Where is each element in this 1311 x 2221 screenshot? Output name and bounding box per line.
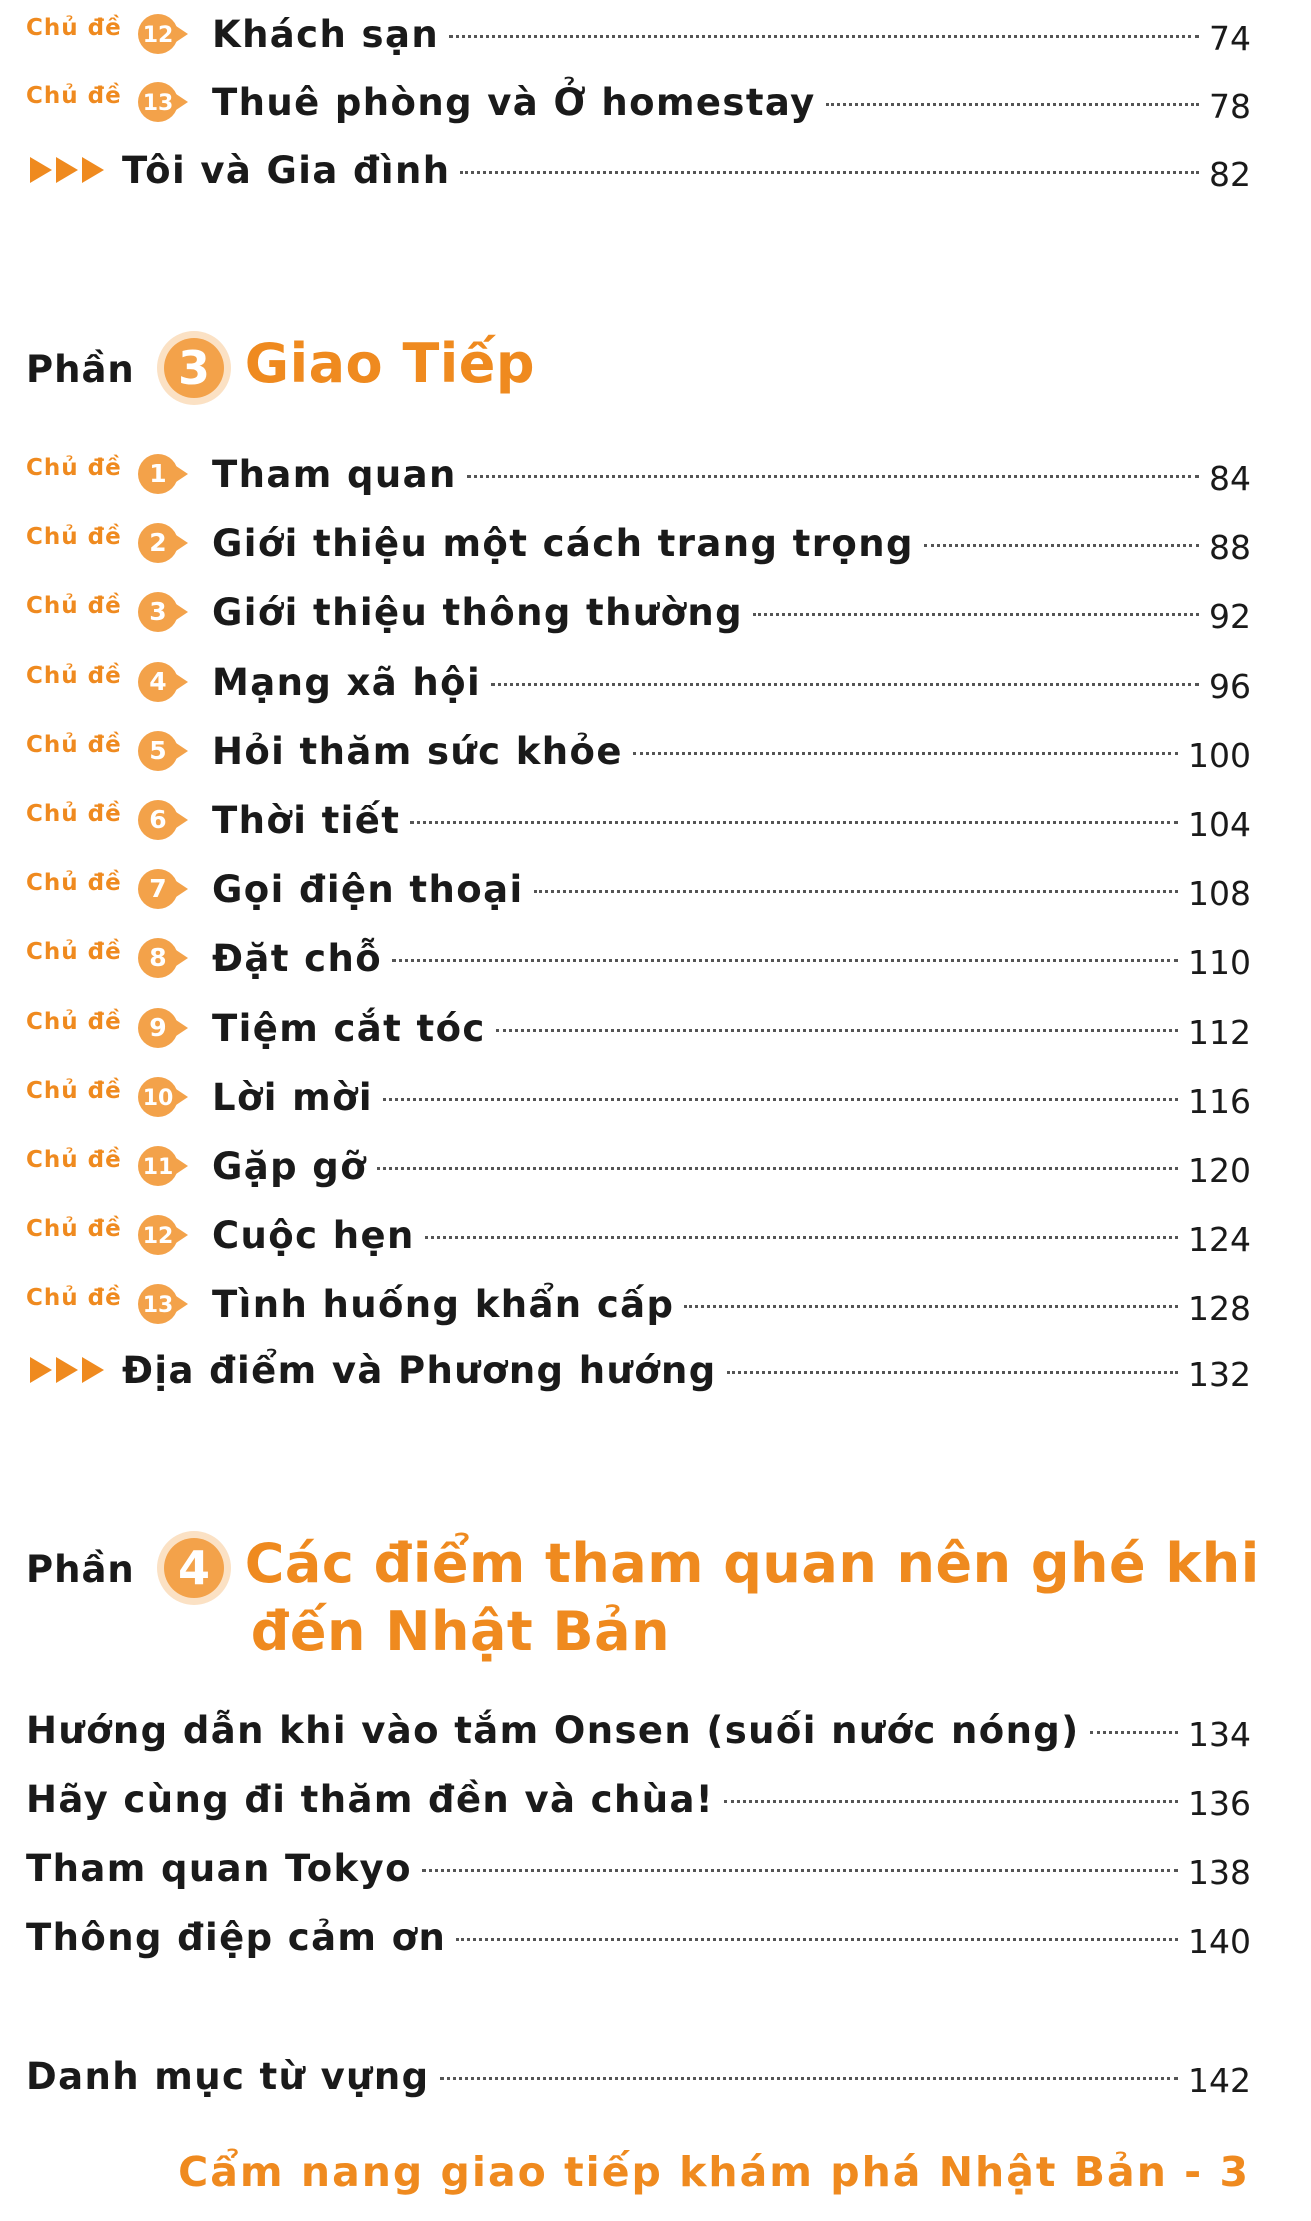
entry-title: Gọi điện thoại [212,867,524,911]
part-number-badge [153,330,235,406]
topic-number-badge [136,521,192,565]
part-label: Phần [26,348,135,391]
topic-number-badge [136,867,192,911]
dot-leader [684,1305,1178,1308]
page-number: 132 [1188,1354,1251,1394]
part-title-line-1: Các điểm tham quan nên ghé khi [244,1532,1260,1595]
toc-entry[interactable] [26,1708,1251,1752]
part-number-badge [153,1530,235,1606]
dot-leader [460,171,1199,174]
topic-label: Chủ đề [26,524,122,550]
topic-number-badge [136,1213,192,1257]
svg-text:9: 9 [149,1013,167,1042]
topic-label: Chủ đề [26,1078,122,1104]
part-title-line-2: đến Nhật Bản [250,1600,671,1663]
entry-title: Thời tiết [212,798,401,842]
topic-label: Chủ đề [26,83,122,109]
topic-number-badge [136,1075,192,1119]
svg-text:6: 6 [149,805,167,834]
page-number: 104 [1188,804,1251,844]
entry-title: Gặp gỡ [212,1144,368,1188]
entry-title: Tiệm cắt tóc [212,1006,486,1050]
toc-entry-vocabulary[interactable] [26,2054,1251,2098]
entry-title: Đặt chỗ [212,936,383,980]
svg-text:5: 5 [149,736,167,765]
topic-label: Chủ đề [26,1009,122,1035]
entry-title: Tình huống khẩn cấp [212,1282,675,1326]
toc-entry[interactable] [26,590,1251,634]
topic-number-badge [136,798,192,842]
topic-number-badge [136,80,192,124]
page-number: 140 [1188,1921,1251,1961]
svg-text:1: 1 [149,459,167,488]
dot-leader [383,1098,1178,1101]
toc-entry[interactable] [26,521,1251,565]
entry-title: Cuộc hẹn [212,1213,415,1257]
entry-title: Hãy cùng đi thăm đền và chùa! [26,1777,715,1821]
svg-text:11: 11 [142,1155,174,1180]
dot-leader [425,1236,1178,1239]
entry-title: Khách sạn [212,12,440,56]
dot-leader [753,613,1199,616]
part-3-header [26,330,535,406]
toc-entry[interactable] [26,660,1251,704]
page-number: 78 [1209,86,1251,126]
svg-text:13: 13 [142,91,174,116]
dot-leader [826,103,1199,106]
page-number: 84 [1209,458,1251,498]
svg-text:4: 4 [149,667,167,696]
page-number: 110 [1188,942,1251,982]
entry-title: Lời mời [212,1075,374,1119]
dot-leader [727,1371,1178,1374]
svg-text:12: 12 [142,1224,174,1249]
part-4-header [26,1530,1260,1666]
topic-label: Chủ đề [26,663,122,689]
svg-text:13: 13 [142,1293,174,1318]
svg-text:4: 4 [177,1541,210,1595]
topic-number-badge [136,452,192,496]
svg-text:3: 3 [149,597,167,626]
dot-leader [456,1938,1178,1941]
svg-text:10: 10 [142,1086,174,1111]
svg-text:12: 12 [142,23,174,48]
topic-number-badge [136,1144,192,1188]
entry-title: Hỏi thăm sức khỏe [212,729,623,773]
toc-entry[interactable] [26,12,1251,56]
dot-leader [422,1869,1178,1872]
dot-leader [440,2077,1178,2080]
toc-entry[interactable] [26,80,1251,124]
dot-leader [491,683,1199,686]
toc-entry[interactable] [26,798,1251,842]
toc-entry[interactable] [26,1006,1251,1050]
entry-title: Danh mục từ vựng [26,2054,430,2098]
toc-entry[interactable] [26,729,1251,773]
toc-entry[interactable] [26,936,1251,980]
entry-title: Tham quan [212,452,457,496]
topic-label: Chủ đề [26,732,122,758]
entry-title: Mạng xã hội [212,660,482,704]
topic-label: Chủ đề [26,801,122,827]
toc-entry[interactable] [26,452,1251,496]
dot-leader [449,35,1199,38]
part-label: Phần [26,1548,135,1591]
page-number: 120 [1188,1150,1251,1190]
dot-leader [410,821,1178,824]
page-number: 136 [1188,1783,1251,1823]
page-number: 134 [1188,1714,1251,1754]
toc-entry[interactable] [26,1846,1251,1890]
dot-leader [392,959,1178,962]
svg-text:8: 8 [149,943,167,972]
topic-number-badge [136,660,192,704]
toc-section-entry[interactable] [26,148,1251,192]
topic-label: Chủ đề [26,1216,122,1242]
topic-label: Chủ đề [26,1147,122,1173]
dot-leader [534,890,1178,893]
page-number: 124 [1188,1219,1251,1259]
dot-leader [724,1800,1178,1803]
section-title: Địa điểm và Phương hướng [122,1348,717,1392]
topic-label: Chủ đề [26,870,122,896]
part-title: Giao Tiếp [244,332,536,395]
dot-leader [377,1167,1178,1170]
topic-number-badge [136,590,192,634]
page-number: 92 [1209,596,1251,636]
toc-entry[interactable] [26,867,1251,911]
topic-number-badge [136,1282,192,1326]
entry-title: Giới thiệu một cách trang trọng [212,521,914,565]
section-title: Tôi và Gia đình [122,148,451,192]
svg-text:3: 3 [177,341,210,395]
svg-text:7: 7 [149,874,167,903]
triple-arrow-icon [30,157,104,183]
dot-leader [924,544,1199,547]
toc-entry[interactable] [26,1213,1251,1257]
entry-title: Tham quan Tokyo [26,1846,412,1890]
entry-title: Thuê phòng và Ở homestay [212,80,816,124]
page-number: 116 [1188,1081,1251,1121]
page-number: 88 [1209,527,1251,567]
toc-entry[interactable] [26,1075,1251,1119]
entry-title: Thông điệp cảm ơn [26,1915,447,1959]
topic-number-badge [136,729,192,773]
page-number: 74 [1209,18,1251,58]
topic-number-badge [136,12,192,56]
triple-arrow-icon [30,1357,104,1383]
page-number: 96 [1209,666,1251,706]
topic-label: Chủ đề [26,15,122,41]
toc-entry[interactable] [26,1144,1251,1188]
toc-section-entry[interactable] [26,1348,1251,1392]
toc-entry[interactable] [26,1282,1251,1326]
dot-leader [633,752,1178,755]
topic-label: Chủ đề [26,455,122,481]
page-number: 128 [1188,1288,1251,1328]
page-footer: Cẩm nang giao tiếp khám phá Nhật Bản - 3 [178,2148,1250,2196]
entry-title: Giới thiệu thông thường [212,590,744,634]
page-number: 138 [1188,1852,1251,1892]
dot-leader [496,1029,1178,1032]
topic-label: Chủ đề [26,593,122,619]
topic-label: Chủ đề [26,1285,122,1311]
toc-entry[interactable] [26,1777,1251,1821]
page-number: 100 [1188,735,1251,775]
dot-leader [467,475,1199,478]
topic-number-badge [136,936,192,980]
svg-text:2: 2 [149,528,167,557]
page-number: 82 [1209,154,1251,194]
topic-number-badge [136,1006,192,1050]
page-number: 142 [1188,2060,1251,2100]
toc-entry[interactable] [26,1915,1251,1959]
dot-leader [1090,1731,1179,1734]
page-number: 112 [1188,1012,1251,1052]
page-number: 108 [1188,873,1251,913]
topic-label: Chủ đề [26,939,122,965]
entry-title: Hướng dẫn khi vào tắm Onsen (suối nước nóng) [26,1708,1080,1752]
